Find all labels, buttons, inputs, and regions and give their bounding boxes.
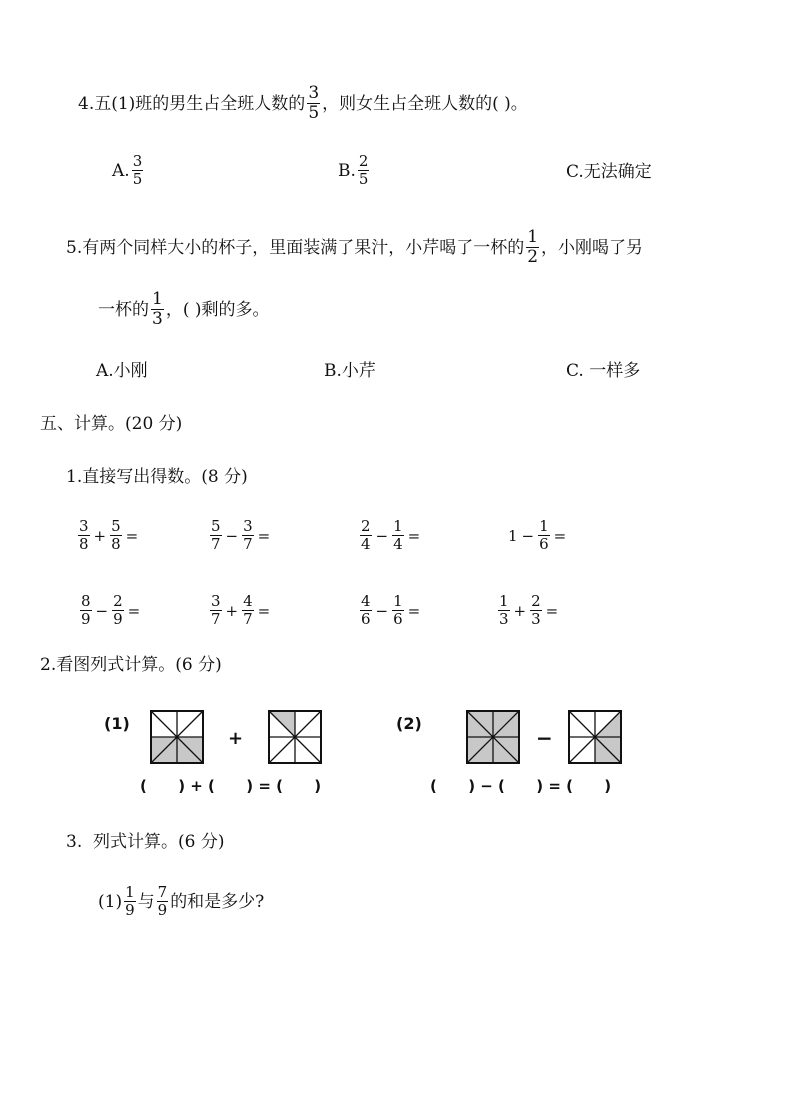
operator: − [375, 601, 389, 620]
equals: = [257, 601, 271, 620]
frac-num: 8 [81, 592, 91, 610]
frac-num: 1 [527, 227, 539, 247]
figure-2-square-b [568, 710, 622, 764]
fraction [242, 518, 254, 553]
fraction [498, 593, 510, 628]
frac-den: 6 [361, 610, 371, 628]
frac-num: 3 [132, 152, 143, 170]
frac-num: 2 [358, 152, 369, 170]
frac-den: 7 [211, 535, 221, 553]
frac-num: 4 [361, 592, 371, 610]
frac-den: 9 [125, 901, 135, 919]
equals: = [407, 601, 421, 620]
figure-1-square-a [150, 710, 204, 764]
figure-1-square-b [268, 710, 322, 764]
fraction [242, 593, 254, 628]
calc-item-3 [358, 518, 422, 553]
q5-text-a: 5.有两个同样大小的杯子，里面装满了果汁，小芹喝了一杯的 [66, 237, 525, 258]
frac-num: 1 [499, 592, 509, 610]
fraction [392, 593, 404, 628]
q5-text-c: 一杯的 [98, 299, 149, 320]
q4-frac-num: 3 [308, 83, 320, 103]
frac-num: 3 [79, 517, 89, 535]
q5-fraction-2 [151, 290, 164, 329]
frac-den: 4 [393, 535, 403, 553]
frac-den: 6 [393, 610, 403, 628]
option-label: A. [112, 160, 130, 181]
fraction [210, 593, 222, 628]
q5-text-d: ，( )剩的多。 [165, 299, 270, 320]
frac-num: 1 [393, 592, 403, 610]
operator: + [225, 601, 239, 620]
fraction [360, 518, 372, 553]
q4-option-c[interactable]: C.无法确定 [566, 162, 652, 182]
figure-2-operator: − [536, 726, 553, 750]
frac-num: 4 [243, 592, 253, 610]
whole-number: 1 [508, 526, 518, 545]
equals: = [127, 601, 141, 620]
sub-question-2-title: 2.看图列式计算。(6 分) [40, 655, 222, 675]
frac-den: 5 [358, 170, 369, 188]
equals: = [553, 526, 567, 545]
frac-den: 7 [211, 610, 221, 628]
frac-num: 1 [393, 517, 403, 535]
equals: = [257, 526, 271, 545]
option-label: B. [338, 160, 356, 181]
frac-num: 5 [111, 517, 121, 535]
frac-den: 9 [113, 610, 123, 628]
frac-den: 9 [81, 610, 91, 628]
frac-den: 7 [243, 610, 253, 628]
fraction [110, 518, 122, 553]
q5-stem-line2 [98, 290, 270, 329]
question-text: 的和是多少? [170, 891, 265, 912]
q5-text-b: ，小刚喝了另 [541, 237, 644, 258]
equals: = [125, 526, 139, 545]
frac-num: 3 [211, 592, 221, 610]
q4-option-b[interactable] [338, 153, 371, 188]
frac-num: 2 [361, 517, 371, 535]
item-number: (1) [98, 891, 123, 912]
calc-item-4 [506, 518, 568, 553]
figure-2-label: (2) [396, 714, 422, 733]
frac-den: 8 [79, 535, 89, 553]
frac-den: 8 [111, 535, 121, 553]
fraction [538, 518, 550, 553]
q4-option-a[interactable] [112, 153, 145, 188]
fraction [112, 593, 124, 628]
calc-item-7 [358, 593, 422, 628]
option-fraction [132, 153, 144, 188]
connector-text: 与 [137, 891, 155, 912]
frac-den: 3 [499, 610, 509, 628]
q4-stem [78, 84, 528, 123]
fraction [392, 518, 404, 553]
figure-2-square-a [466, 710, 520, 764]
q4-text-b: ，则女生占全班人数的( )。 [322, 93, 528, 114]
calc-item-6 [208, 593, 272, 628]
q5-option-a[interactable]: A.小刚 [96, 361, 148, 381]
equals: = [407, 526, 421, 545]
sub-question-1-title: 1.直接写出得数。(8 分) [66, 467, 248, 487]
operator: + [513, 601, 527, 620]
calc-item-2 [208, 518, 272, 553]
frac-den: 3 [531, 610, 541, 628]
section-title: 五、计算。(20 分) [40, 414, 183, 434]
fraction [210, 518, 222, 553]
figure-1-equation-blanks[interactable]: ( ) + ( ) = ( ) [140, 777, 322, 795]
frac-num: 2 [531, 592, 541, 610]
calc-item-1 [76, 518, 140, 553]
q5-option-b[interactable]: B.小芹 [324, 361, 376, 381]
sub-question-3-title: 3. 列式计算。(6 分) [66, 832, 225, 852]
frac-num: 1 [152, 289, 163, 309]
frac-den: 9 [157, 901, 168, 919]
q4-fraction [307, 84, 320, 123]
fraction [124, 884, 136, 919]
frac-den: 4 [361, 535, 371, 553]
operator: + [93, 526, 107, 545]
q4-text-a: 4.五(1)班的男生占全班人数的 [78, 93, 306, 114]
frac-den: 2 [527, 247, 539, 267]
equals: = [545, 601, 559, 620]
fraction [80, 593, 92, 628]
fraction [360, 593, 372, 628]
fraction [157, 884, 169, 919]
question-3-1 [98, 884, 264, 919]
option-fraction [358, 153, 370, 188]
operator: − [521, 526, 535, 545]
frac-num: 3 [243, 517, 253, 535]
q4-frac-den: 5 [308, 103, 320, 123]
frac-num: 1 [539, 517, 549, 535]
figure-2-equation-blanks[interactable]: ( ) − ( ) = ( ) [430, 777, 612, 795]
operator: − [95, 601, 109, 620]
frac-den: 6 [539, 535, 549, 553]
operator: − [225, 526, 239, 545]
fraction [78, 518, 90, 553]
frac-num: 2 [113, 592, 123, 610]
frac-den: 3 [152, 309, 163, 329]
calc-item-5 [78, 593, 142, 628]
frac-den: 5 [132, 170, 143, 188]
operator: − [375, 526, 389, 545]
calc-item-8 [496, 593, 560, 628]
q5-option-c[interactable]: C. 一样多 [566, 361, 641, 381]
figure-1-operator: + [228, 728, 244, 749]
q5-fraction-1 [526, 228, 539, 267]
frac-num: 7 [157, 883, 168, 901]
figure-1-label: (1) [104, 714, 130, 733]
frac-num: 1 [125, 883, 135, 901]
fraction [530, 593, 542, 628]
q5-stem-line1 [66, 228, 643, 267]
frac-den: 7 [243, 535, 253, 553]
frac-num: 5 [211, 517, 221, 535]
